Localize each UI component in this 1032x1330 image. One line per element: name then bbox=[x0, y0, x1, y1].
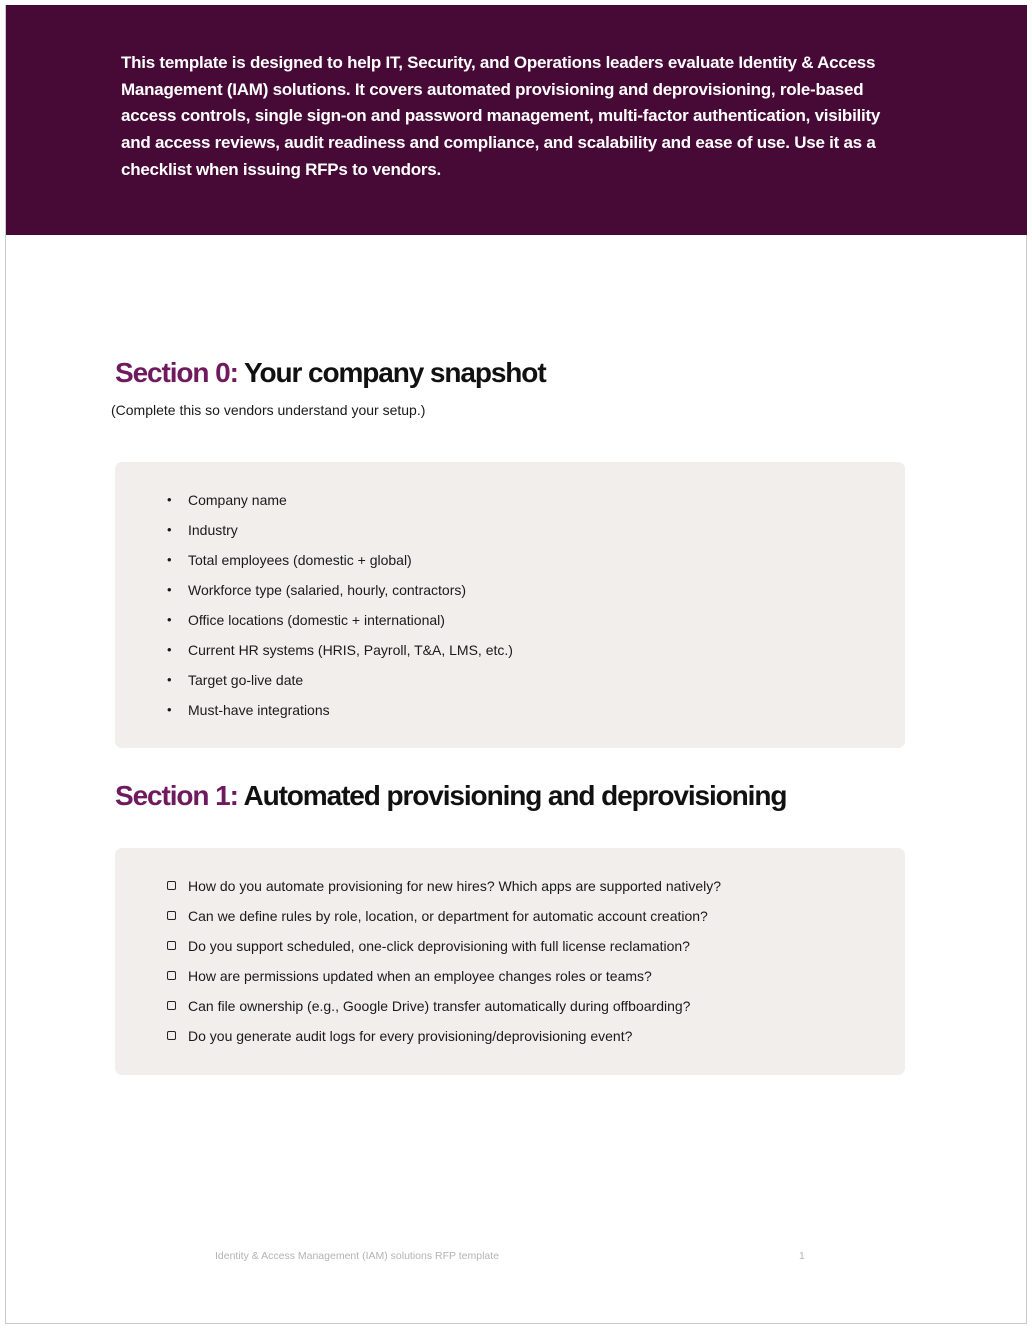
checklist-item-text: Can we define rules by role, location, or department for automatic account creation? bbox=[188, 908, 708, 924]
section-0-heading bbox=[115, 357, 546, 389]
intro-text: This template is designed to help IT, Security, and Operations leaders evaluate Identity & Access Management (IAM) solutions. It covers automated provisioning and deprovisioning, role-based access controls, single sign-on and password management, multi-factor authentication, visibility and access reviews, audit readiness and compliance, and scalability and ease of use. Use it as a checklist when issuing RFPs to vendors. bbox=[121, 53, 881, 179]
list-item bbox=[167, 608, 513, 638]
bullet-icon: • bbox=[167, 612, 172, 627]
footer-document-title: Identity & Access Management (IAM) solutions RFP template bbox=[215, 1250, 500, 1262]
list-item bbox=[167, 518, 513, 548]
section-0-card bbox=[115, 462, 905, 748]
company-snapshot-list bbox=[167, 488, 513, 728]
bullet-icon: • bbox=[167, 522, 172, 537]
checkbox-icon[interactable] bbox=[167, 971, 176, 980]
checklist-item[interactable] bbox=[167, 994, 721, 1024]
list-item bbox=[167, 668, 513, 698]
bullet-icon: • bbox=[167, 672, 172, 687]
checkbox-icon[interactable] bbox=[167, 941, 176, 950]
list-item-text: Total employees (domestic + global) bbox=[188, 552, 412, 568]
intro-banner bbox=[6, 5, 1027, 235]
checklist-item[interactable] bbox=[167, 964, 721, 994]
checklist-item[interactable] bbox=[167, 1024, 721, 1054]
section-1-title: Automated provisioning and deprovisioning bbox=[243, 780, 787, 811]
checklist-item-text: Can file ownership (e.g., Google Drive) transfer automatically during offboarding? bbox=[188, 998, 691, 1014]
checklist-item[interactable] bbox=[167, 874, 721, 904]
checkbox-icon[interactable] bbox=[167, 1031, 176, 1040]
bullet-icon: • bbox=[167, 492, 172, 507]
list-item-text: Target go-live date bbox=[188, 672, 304, 688]
section-1-number: Section 1: bbox=[115, 780, 238, 811]
bullet-icon: • bbox=[167, 552, 172, 567]
section-0-number: Section 0: bbox=[115, 357, 238, 388]
list-item-text: Office locations (domestic + international) bbox=[188, 612, 445, 628]
checkbox-icon[interactable] bbox=[167, 911, 176, 920]
checkbox-icon[interactable] bbox=[167, 1001, 176, 1010]
section-1-card bbox=[115, 848, 905, 1075]
list-item-text: Industry bbox=[188, 522, 238, 538]
checklist-item-text: Do you support scheduled, one-click deprovisioning with full license reclamation? bbox=[188, 938, 690, 954]
checklist-item-text: How do you automate provisioning for new hires? Which apps are supported natively? bbox=[188, 878, 722, 894]
checklist-item[interactable] bbox=[167, 904, 721, 934]
list-item bbox=[167, 698, 513, 728]
list-item-text: Must-have integrations bbox=[188, 702, 330, 718]
list-item bbox=[167, 578, 513, 608]
list-item bbox=[167, 488, 513, 518]
section-0-title: Your company snapshot bbox=[244, 357, 546, 388]
section-1-heading bbox=[115, 780, 786, 812]
checkbox-icon[interactable] bbox=[167, 881, 176, 890]
bullet-icon: • bbox=[167, 582, 172, 597]
footer-page-number: 1 bbox=[799, 1250, 805, 1262]
list-item-text: Current HR systems (HRIS, Payroll, T&A, LMS, etc.) bbox=[188, 642, 513, 658]
list-item bbox=[167, 638, 513, 668]
list-item-text: Workforce type (salaried, hourly, contractors) bbox=[188, 582, 467, 598]
list-item bbox=[167, 548, 513, 578]
checklist-item[interactable] bbox=[167, 934, 721, 964]
list-item-text: Company name bbox=[188, 492, 287, 508]
checklist-item-text: How are permissions updated when an employee changes roles or teams? bbox=[188, 968, 652, 984]
bullet-icon: • bbox=[167, 702, 172, 717]
bullet-icon: • bbox=[167, 642, 172, 657]
provisioning-checklist bbox=[167, 874, 721, 1054]
section-0-subtitle: (Complete this so vendors understand your setup.) bbox=[111, 402, 426, 418]
checklist-item-text: Do you generate audit logs for every provisioning/deprovisioning event? bbox=[188, 1028, 633, 1044]
